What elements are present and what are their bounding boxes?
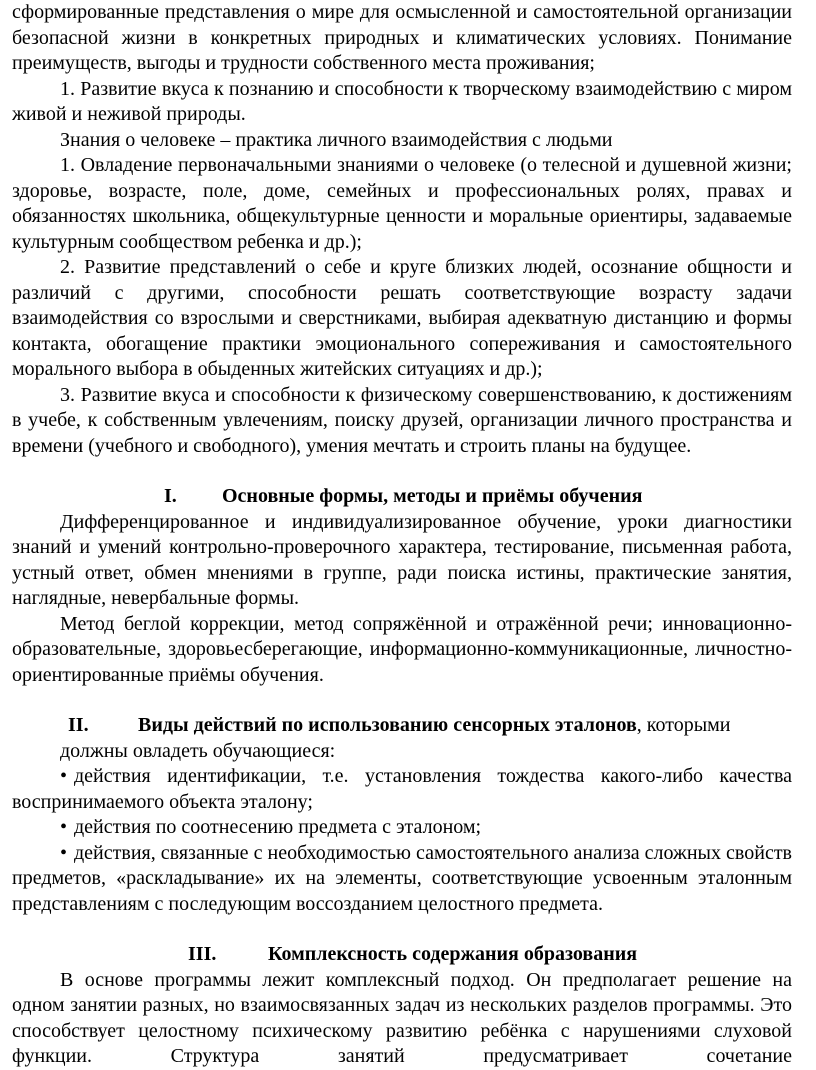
bullet-icon: • bbox=[60, 816, 68, 838]
list-item bbox=[12, 841, 792, 918]
subheading-knowledge-about-human: Знания о человеке – практика личного взаимодействия с людьми bbox=[60, 128, 613, 151]
section-heading-complexity bbox=[12, 942, 792, 968]
paragraph-nature-1: 1. Развитие вкуса к познанию и способности к творческому взаимодействию с миром живой и неживой природы. bbox=[12, 77, 792, 125]
section-number: II. bbox=[68, 714, 89, 736]
section-number: I. bbox=[164, 485, 177, 507]
paragraph-intro-continuation: сформированные представления о мире для осмысленной и самостоятельной организации безопасной жизни в конкретных природных и климатических условиях. Понимание преимуществ, выгоды и трудности собственного места проживания; bbox=[12, 1, 792, 74]
spacer bbox=[12, 917, 792, 942]
section-number: III. bbox=[188, 943, 217, 965]
spacer bbox=[12, 688, 792, 713]
list-item bbox=[12, 815, 792, 841]
section-heading-sensory-standards bbox=[12, 713, 792, 739]
paragraph-methods: Метод беглой коррекции, метод сопряжённой и отражённой речи; инновационно-образовательные, здоровьесберегающие, информационно-коммуникационные, личностно-ориентированные приёмы обучения. bbox=[12, 612, 792, 686]
section-title: Комплексность содержания образования bbox=[268, 943, 638, 965]
list-item bbox=[12, 764, 792, 815]
section-title: Виды действий по использованию сенсорных эталонов bbox=[138, 714, 637, 736]
section-title-continuation: , которыми bbox=[636, 714, 731, 736]
paragraph-human-1: 1. Овладение первоначальными знаниями о человеке (о телесной и душевной жизни; здоровье, возрасте, поле, доме, семейных и профессиональных ролях, правах и обязанностях школьника, общекультурные ценности и моральные ориентиры, задаваемые культурным сообществом ребенка и др.); bbox=[12, 154, 792, 253]
list-item-text: действия идентификации, т.е. установления тождества какого-либо качества воспринимаемого объекта эталону; bbox=[12, 765, 792, 813]
paragraph-human-3: 3. Развитие вкуса и способности к физическому совершенствованию, к достижениям в учебе, к собственным увлечениям, поиску друзей, организации личного пространства и времени (учебного и свободного), умения мечтать и строить планы на будущее. bbox=[12, 383, 792, 457]
section-heading-continuation: должны овладеть обучающиеся: bbox=[60, 739, 336, 762]
list-item-text: действия по соотнесению предмета с эталоном; bbox=[74, 816, 482, 838]
paragraph-human-2: 2. Развитие представлений о себе и круге близких людей, осознание общности и различий с другими, способности решать соответствующие возрасту задачи взаимодействия со взрослыми и сверстниками, выбирая адекватную дистанцию и формы контакта, обогащение практики эмоционального сопереживания и самостоятельного морального выбора в обыденных житейских ситуациях и др.); bbox=[12, 256, 792, 380]
paragraph-forms: Дифференцированное и индивидуализированное обучение, уроки диагностики знаний и умений контрольно-проверочного характера, тестирование, письменная работа, устный ответ, обмен мнениями в группе, ради поиска истины, практические занятия, наглядные, невербальные формы. bbox=[12, 510, 792, 609]
section-heading-forms-methods bbox=[12, 484, 792, 510]
list-item-text: действия, связанные с необходимостью самостоятельного анализа сложных свойств предметов, «раскладывание» их на элементы, соответствующие усвоенным эталонным представлениям с последующим воссозданием целостного предмета. bbox=[12, 841, 792, 915]
document-page bbox=[12, 0, 792, 1070]
bullet-icon: • bbox=[60, 841, 68, 864]
spacer bbox=[12, 459, 792, 484]
paragraph-complex-approach: В основе программы лежит комплексный подход. Он предполагает решение на одном занятии разных, но взаимосвязанных задач из нескольких разделов программы. Это способствует целостному психическому развитию ребёнка с нарушениями слуховой функции. Структура занятий предусматривает сочетание bbox=[12, 968, 792, 1067]
section-title: Основные формы, методы и приёмы обучения bbox=[222, 485, 643, 507]
bullet-icon: • bbox=[60, 765, 68, 787]
